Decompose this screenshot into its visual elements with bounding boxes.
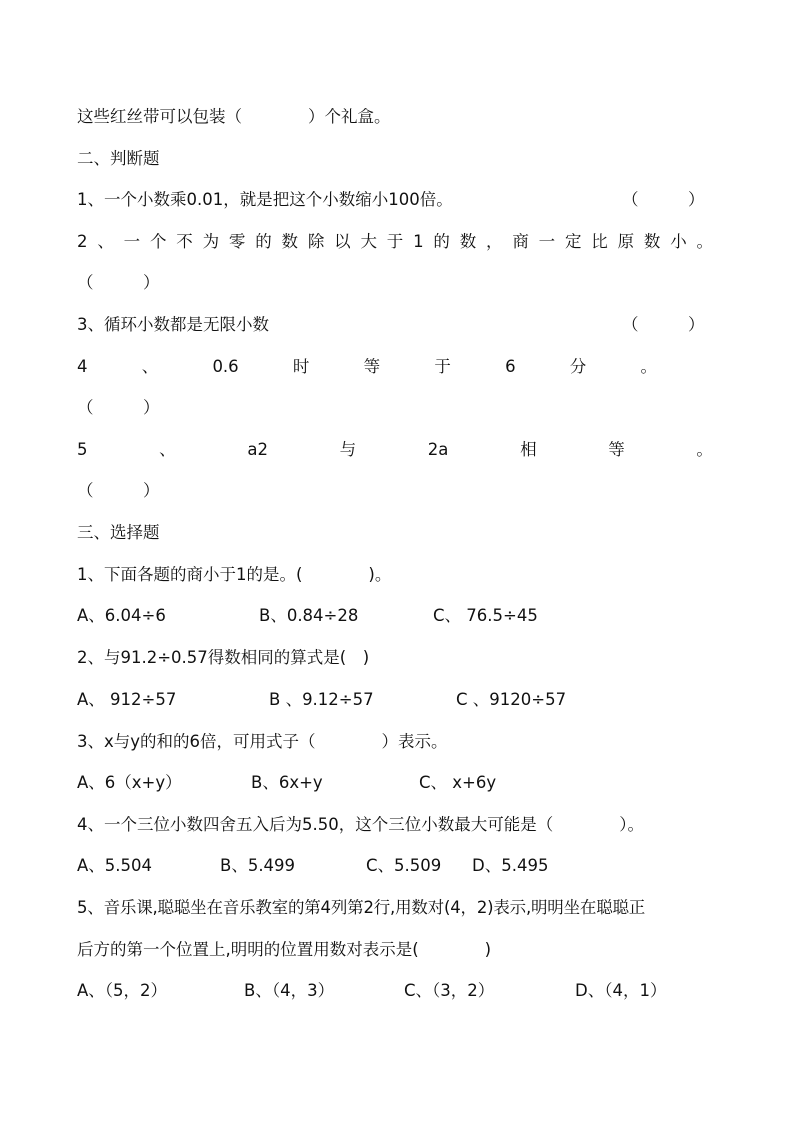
judge-q4-answer-paren[interactable]: （ ） (77, 398, 160, 417)
choice-q3-option-b[interactable]: B、6x+y (251, 773, 323, 792)
judge-q5-char: 相 (520, 440, 537, 459)
judge-q2-answer-paren[interactable]: （ ） (77, 273, 160, 292)
judge-q2-char: 1 (413, 232, 424, 251)
judge-q2-char: 小 (670, 232, 687, 251)
choice-q1-option-a[interactable]: A、6.04÷6 (77, 606, 166, 625)
judge-q2-char: 于 (386, 232, 404, 251)
judge-q2-char: 除 (307, 232, 325, 251)
judge-q2-char: 大 (360, 232, 377, 251)
judge-q2-char: 为 (202, 232, 220, 251)
judge-q2-char: 以 (334, 232, 351, 251)
choice-q4-text: 4、一个三位小数四舍五入后为5.50，这个三位小数最大可能是（ ）。 (77, 815, 644, 834)
judge-q2-char: 商 (512, 232, 529, 251)
choice-q5-option-d[interactable]: D、（4，1） (575, 981, 667, 1000)
judge-q5-char: 等 (608, 440, 625, 459)
choice-q1-option-c[interactable]: C、 76.5÷45 (433, 606, 538, 625)
section-heading-choice: 三、选择题 (77, 523, 160, 542)
judge-q2-char: 一 (123, 232, 141, 251)
judge-q3-answer-paren[interactable]: （ ） (622, 315, 705, 334)
judge-q5-char: 5 (77, 440, 88, 459)
choice-q4-option-c[interactable]: C、5.509 (366, 856, 442, 875)
judge-q5-text (77, 439, 713, 461)
judge-q4-text (77, 356, 657, 378)
judge-q4-char: 于 (434, 357, 451, 376)
judge-q2-char: 数 (643, 232, 661, 251)
judge-q2-char: 2 (77, 232, 88, 251)
judge-q4-char: 时 (292, 357, 310, 376)
judge-q4-char: 4 (77, 357, 88, 376)
judge-q4-char: 6 (505, 357, 516, 376)
judge-q3-text: 3、循环小数都是无限小数 (77, 315, 269, 334)
choice-q5-options (77, 980, 667, 1090)
judge-q5-char: a2 (247, 440, 268, 459)
judge-q2-text (77, 231, 713, 253)
judge-q2-char: 的 (255, 232, 272, 251)
judge-q2-char: ， (486, 232, 503, 251)
choice-q4-option-b[interactable]: B、5.499 (220, 856, 296, 875)
judge-q4-char: 。 (640, 357, 657, 376)
judge-q2-char: 原 (617, 232, 635, 251)
judge-q4-char: 分 (569, 357, 587, 376)
judge-q2-char: 。 (696, 232, 713, 251)
judge-q2-char: 、 (97, 232, 114, 251)
section-heading-judge: 二、判断题 (77, 149, 160, 168)
judge-q2-char: 的 (433, 232, 450, 251)
judge-q2-char: 定 (564, 232, 582, 251)
choice-q4-option-a[interactable]: A、5.504 (77, 856, 153, 875)
choice-q2-option-c[interactable]: C 、9120÷57 (456, 690, 567, 709)
choice-q5-option-c[interactable]: C、（3，2） (404, 981, 495, 1000)
choice-q1-text: 1、下面各题的商小于1的是。( )。 (77, 565, 392, 584)
choice-q2-text: 2、与91.2÷0.57得数相同的算式是( ) (77, 648, 370, 667)
choice-q3-text: 3、x与y的和的6倍，可用式子（ ）表示。 (77, 732, 448, 751)
judge-q4-char: 0.6 (212, 357, 239, 376)
judge-q2-char: 零 (228, 232, 246, 251)
choice-q2-option-a[interactable]: A、 912÷57 (77, 690, 177, 709)
judge-q1-answer-paren[interactable]: （ ） (622, 190, 705, 209)
choice-q2-option-b[interactable]: B 、9.12÷57 (269, 690, 374, 709)
choice-q5-text-line1: 5、音乐课,聪聪坐在音乐教室的第4列第2行,用数对(4，2)表示,明明坐在聪聪正 (77, 898, 646, 917)
judge-q2-char: 比 (591, 232, 608, 251)
judge-q5-char: 与 (339, 440, 357, 459)
judge-q5-answer-paren[interactable]: （ ） (77, 481, 160, 500)
judge-q2-char: 不 (176, 232, 193, 251)
fill-question-tail: 这些红丝带可以包装（ ）个礼盒。 (77, 107, 391, 126)
choice-q5-option-b[interactable]: B、（4，3） (244, 981, 335, 1000)
choice-q5-option-a[interactable]: A、（5，2） (77, 981, 168, 1000)
judge-q4-char: 等 (363, 357, 381, 376)
choice-q3-option-a[interactable]: A、6（x+y） (77, 773, 182, 792)
judge-q2-char: 一 (538, 232, 556, 251)
choice-q3-option-c[interactable]: C、 x+6y (419, 773, 497, 792)
judge-q2-char: 数 (281, 232, 298, 251)
choice-q4-option-d[interactable]: D、5.495 (472, 856, 549, 875)
judge-q2-char: 个 (149, 232, 167, 251)
judge-q5-char: 。 (696, 440, 713, 459)
judge-q1-text: 1、一个小数乘0.01，就是把这个小数缩小100倍。 (77, 190, 453, 209)
judge-q2-char: 数 (459, 232, 477, 251)
judge-q5-char: 、 (159, 440, 176, 459)
judge-q5-char: 2a (427, 440, 449, 459)
judge-q4-char: 、 (141, 357, 159, 376)
choice-q5-text-line2: 后方的第一个位置上,明明的位置用数对表示是( ) (77, 940, 492, 959)
choice-q1-option-b[interactable]: B、0.84÷28 (259, 606, 359, 625)
